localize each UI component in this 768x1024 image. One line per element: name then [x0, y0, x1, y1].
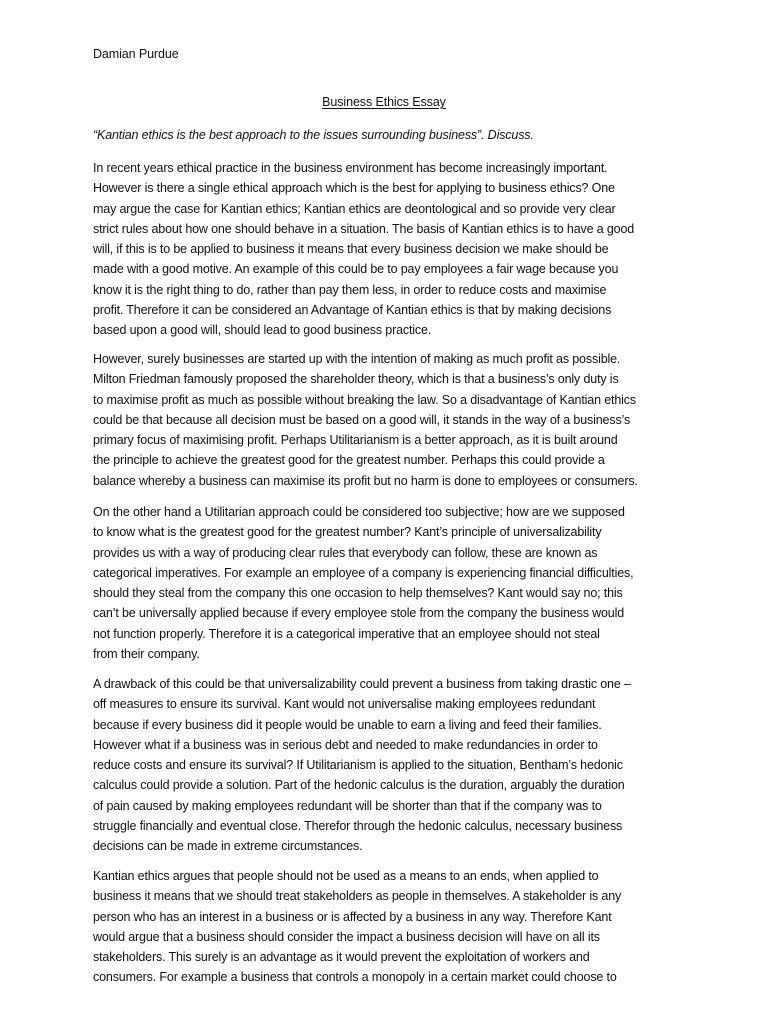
essay-prompt: “Kantian ethics is the best approach to the issues surrounding business”. Discuss.: [93, 128, 534, 142]
paragraph-line: could be that because all decision must be based on a good will, it stands in the way of a business’s: [93, 412, 631, 427]
essay-title: Business Ethics Essay: [322, 95, 446, 109]
paragraph-1: [93, 158, 673, 340]
paragraph-line: can’t be universally applied because if every employee stole from the company the business would: [93, 606, 625, 621]
paragraph-line: based upon a good will, should lead to good business practice.: [93, 323, 432, 337]
paragraph-line: profit. Therefore it can be considered an Advantage of Kantian ethics is that by making decisions: [93, 302, 612, 317]
paragraph-line: person who has an interest in a business or is affected by a business in any way. Therefore Kant: [93, 909, 612, 924]
paragraph-line: should they steal from the company this one occasion to help themselves? Kant would say no; this: [93, 586, 623, 600]
paragraph-line: decisions can be made in extreme circumstances.: [93, 839, 363, 853]
paragraph-line: to maximise profit as much as possible without breaking the law. So a disadvantage of Kantian ethics: [93, 392, 636, 407]
paragraph-line: to know what is the greatest good for the greatest number? Kant’s principle of universalizability: [93, 525, 602, 540]
paragraph-2: [93, 349, 673, 491]
paragraph-line: the principle to achieve the greatest good for the greatest number. Perhaps this could provide a: [93, 453, 605, 468]
paragraph-line: not function properly. Therefore it is a categorical imperative that an employee should not steal: [93, 626, 600, 641]
paragraph-line: may argue the case for Kantian ethics; Kantian ethics are deontological and so provide very clear: [93, 201, 616, 216]
paragraph-line: from their company.: [93, 646, 200, 661]
paragraph-line: calculus could provide a solution. Part of the hedonic calculus is the duration, arguably the duration: [93, 778, 625, 793]
paragraph-4: [93, 674, 673, 856]
paragraph-3: [93, 502, 673, 664]
paragraph-line: reduce costs and ensure its survival? If Utilitarianism is applied to the situation, Bentham’s hedonic: [93, 758, 623, 772]
paragraph-line: consumers. For example a business that controls a monopoly in a certain market could choose to: [93, 970, 617, 985]
paragraph-line: will, if this is to be applied to business it means that every business decision we make should be: [93, 242, 609, 256]
paragraph-line: However what if a business was in serious debt and needed to make redundancies in order to: [93, 737, 598, 752]
paragraph-line: strict rules about how one should behave in a situation. The basis of Kantian ethics is to have a good: [93, 221, 635, 236]
paragraph-line: categorical imperatives. For example an employee of a company is experiencing financial difficulties,: [93, 565, 634, 580]
paragraph-line: Kantian ethics argues that people should not be used as a means to an ends, when applied to: [93, 869, 599, 883]
paragraph-5: [93, 866, 673, 988]
paragraph-line: off measures to ensure its survival. Kant would not universalise making employees redundant: [93, 697, 596, 712]
author-name: Damian Purdue: [93, 47, 179, 61]
paragraph-line: In recent years ethical practice in the business environment has become increasingly important.: [93, 161, 608, 175]
paragraph-line: A drawback of this could be that universalizability could prevent a business from taking drastic one –: [93, 677, 631, 691]
paragraph-line: struggle financially and eventual close. Therefor through the hedonic calculus, necessary business: [93, 818, 623, 833]
paragraph-line: know it is the right thing to do, rather than pay them less, in order to reduce costs and maximise: [93, 282, 607, 297]
paragraph-line: of pain caused by making employees redundant will be shorter than that if the company was to: [93, 798, 602, 813]
paragraph-line: business it means that we should treat stakeholders as people in themselves. A stakeholder is any: [93, 889, 622, 904]
paragraph-line: However, surely businesses are started up with the intention of making as much profit as possible.: [93, 352, 621, 366]
paragraph-line: balance whereby a business can maximise its profit but no harm is done to employees or consumers.: [93, 473, 638, 488]
paragraph-line: stakeholders. This surely is an advantage as it would prevent the exploitation of workers and: [93, 950, 590, 964]
paragraph-line: would argue that a business should consider the impact a business decision will have on all its: [93, 929, 600, 944]
paragraph-line: primary focus of maximising profit. Perhaps Utilitarianism is a better approach, as it is built around: [93, 433, 618, 447]
paragraph-line: Milton Friedman famously proposed the shareholder theory, which is that a business’s only duty is: [93, 372, 619, 387]
paragraph-line: provides us with a way of producing clear rules that everybody can follow, these are known as: [93, 545, 598, 560]
paragraph-line: made with a good motive. An example of this could be to pay employees a fair wage because you: [93, 262, 619, 277]
paragraph-line: On the other hand a Utilitarian approach could be considered too subjective; how are we supposed: [93, 505, 625, 519]
paragraph-line: However is there a single ethical approach which is the best for applying to business ethics? One: [93, 181, 615, 196]
paragraph-line: because if every business did it people would be unable to earn a living and feed their families.: [93, 717, 602, 732]
